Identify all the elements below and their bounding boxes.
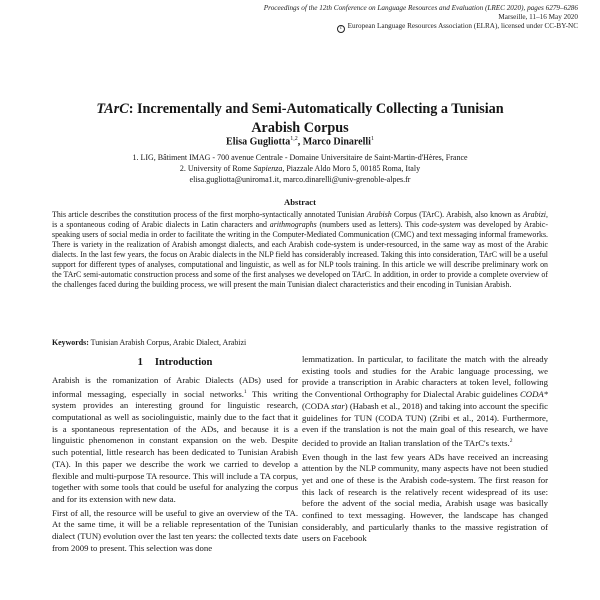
abstract-text-1: This article describes the constitution process of the first morpho-syntactically annotated Tunisian (52, 210, 367, 219)
section-heading (52, 357, 298, 368)
location-line: Marseille, 11–16 May 2020 (498, 13, 578, 22)
copyright-icon: c (337, 25, 345, 33)
footnote-2-marker: 2 (509, 437, 513, 444)
abstract-heading: Abstract (284, 197, 316, 207)
title-line2: Arabish Corpus (251, 120, 349, 136)
right-paragraph-2: Even though in the last few years ADs have received an increasing attention by the NLP community, many aspects have not been studied yet and one of these is the Arabish code-system. The first reason for this lack of research is the relatively recent widespread of its use: before the advent of the social media, Arabish usage was basically confined to text messaging. However, the landscape has changed considerably, and particularly thanks to the massive registration of users on Facebook (302, 451, 548, 544)
abstract-term-arithmographs: arithmographs (269, 219, 317, 229)
affiliations (0, 152, 600, 185)
abstract-text-2: Corpus (TArC). Arabish, also known as (391, 210, 523, 219)
right-column (302, 354, 548, 547)
abstract-term-arabizi: Arabizi (522, 210, 546, 219)
left-column (52, 375, 298, 556)
author-1: Elisa Gugliotta (226, 136, 291, 148)
right-paragraph-1 (302, 354, 548, 450)
abstract-term-code-system: code-system (422, 219, 461, 229)
paper-title (60, 100, 540, 138)
proceedings-line: Proceedings of the 12th Conference on Language Resources and Evaluation (LREC 2020), pages 6279–6286 (263, 4, 578, 12)
keywords (52, 338, 548, 348)
right-p1-text-c: ) (Habash et al., 2018) and taking into account the specific guidelines for TUN (CODA TUN) (Zribi et al., 2014). Furthermore, even if the translation is not the main goal of this research, we have decided to provide an Italian translation of the TArC's texts. (302, 400, 548, 448)
abstract-text-3: , is a spontaneous coding of Arabic dialects in Latin characters and (52, 210, 548, 229)
author-2-affil: 1 (370, 136, 374, 142)
left-paragraph-1 (52, 375, 298, 506)
author-sep: , (297, 136, 303, 148)
right-p1-coda: CODA* (520, 389, 548, 400)
abstract-body (52, 210, 548, 290)
license-text: European Language Resources Association (ELRA), licensed under CC-BY-NC (347, 22, 578, 31)
section-number: 1 (137, 357, 143, 368)
right-p1-star: star (331, 400, 345, 411)
abstract-text-5: was developed by Arabic-speaking users of social media in order to facilitate the writing in the Computer-Mediated Communication (CMC) and text messaging informal frameworks. There is variety in the realization of Arabish amongst dialects, and each Arabish code-system is under-resourced, in the same way as most of the Arabic dialects. In the last few years, the focus on Arabic dialects in the NLP field has considerably increased. Taking this into consideration, TArC will be a useful support for different types of analyses, computational and linguistic, as well as for NLP tools training. In this article we will describe preliminary work on the TArC semi-automatic construction process and some of the first analyses we developed on TArC. In addition, in order to provide a complete overview of the challenges faced during the building process, we will present the main Tunisian dialect characteristics and their encoding in Tunisian Arabish. (52, 219, 548, 289)
section-title: Introduction (154, 357, 213, 368)
affiliation-2-a: 2. University of Rome (179, 164, 254, 173)
abstract-text-4: (numbers used as letters). This (316, 219, 423, 229)
left-p1-text: Arabish is the romanization of Arabic Dialects (ADs) used for informal messaging, especially in social networks. (52, 375, 298, 399)
keywords-label: Keywords: (52, 338, 89, 347)
authors (0, 136, 600, 147)
affiliation-2-it: Sapienza (253, 164, 283, 173)
right-p1-text-a: lemmatization. In particular, to facilitate the match with the already existing tools and studies for the Arabic language processing, we provide a transcription in Arabic characters at token level, following the Conventional Orthography for Dialectal Arabic guidelines (302, 354, 548, 400)
author-2: Marco Dinarelli (302, 136, 371, 148)
footnote-1-marker: 1 (243, 388, 247, 395)
license-line (264, 22, 578, 33)
affiliation-2 (0, 163, 600, 174)
left-paragraph-2: First of all, the resource will be useful to give an overview of the TA. At the same time, it will be a reliable representation of the Tunisian dialect (TUN) evolution over the last ten years: the collected texts date from 2009 to present. This selection was done (52, 507, 298, 553)
keywords-text: Tunisian Arabish Corpus, Arabic Dialect, Arabizi (88, 338, 247, 347)
title-line1: : Incrementally and Semi-Automatically Collecting a Tunisian (128, 101, 504, 117)
right-p1-text-b: (CODA (302, 400, 332, 411)
left-p1-text-b: This writing system provides an interesting ground for linguistic research, computational as well as sociolinguistic, mainly due to the fact that it is a spontaneous representation of the ADs, and because it is a linguistic phenomenon in constant expansion on the web. Despite such potential, little research has been dedicated to Tunisian Arabish (TA). In this paper we describe the work we carried to develop a flexible and multi-purpose TA resource. This will include a TA corpus, together with some tools that could be useful for analyzing the corpus and for its extension with new data. (52, 388, 298, 504)
affiliation-1: 1. LIG, Bâtiment IMAG - 700 avenue Centrale - Domaine Universitaire de Saint-Martin-d'Hères, France (132, 153, 468, 162)
abstract-term-arabish: Arabish (366, 210, 392, 219)
affiliation-2-b: , Piazzale Aldo Moro 5, 00185 Roma, Italy (282, 164, 421, 173)
author-emails: elisa.gugliotta@uniroma1.it, marco.dinarelli@univ-grenoble-alpes.fr (189, 175, 411, 184)
proceedings-header (264, 4, 578, 33)
author-1-affil: 1,2 (290, 136, 298, 142)
title-abbr: TArC (96, 101, 129, 117)
